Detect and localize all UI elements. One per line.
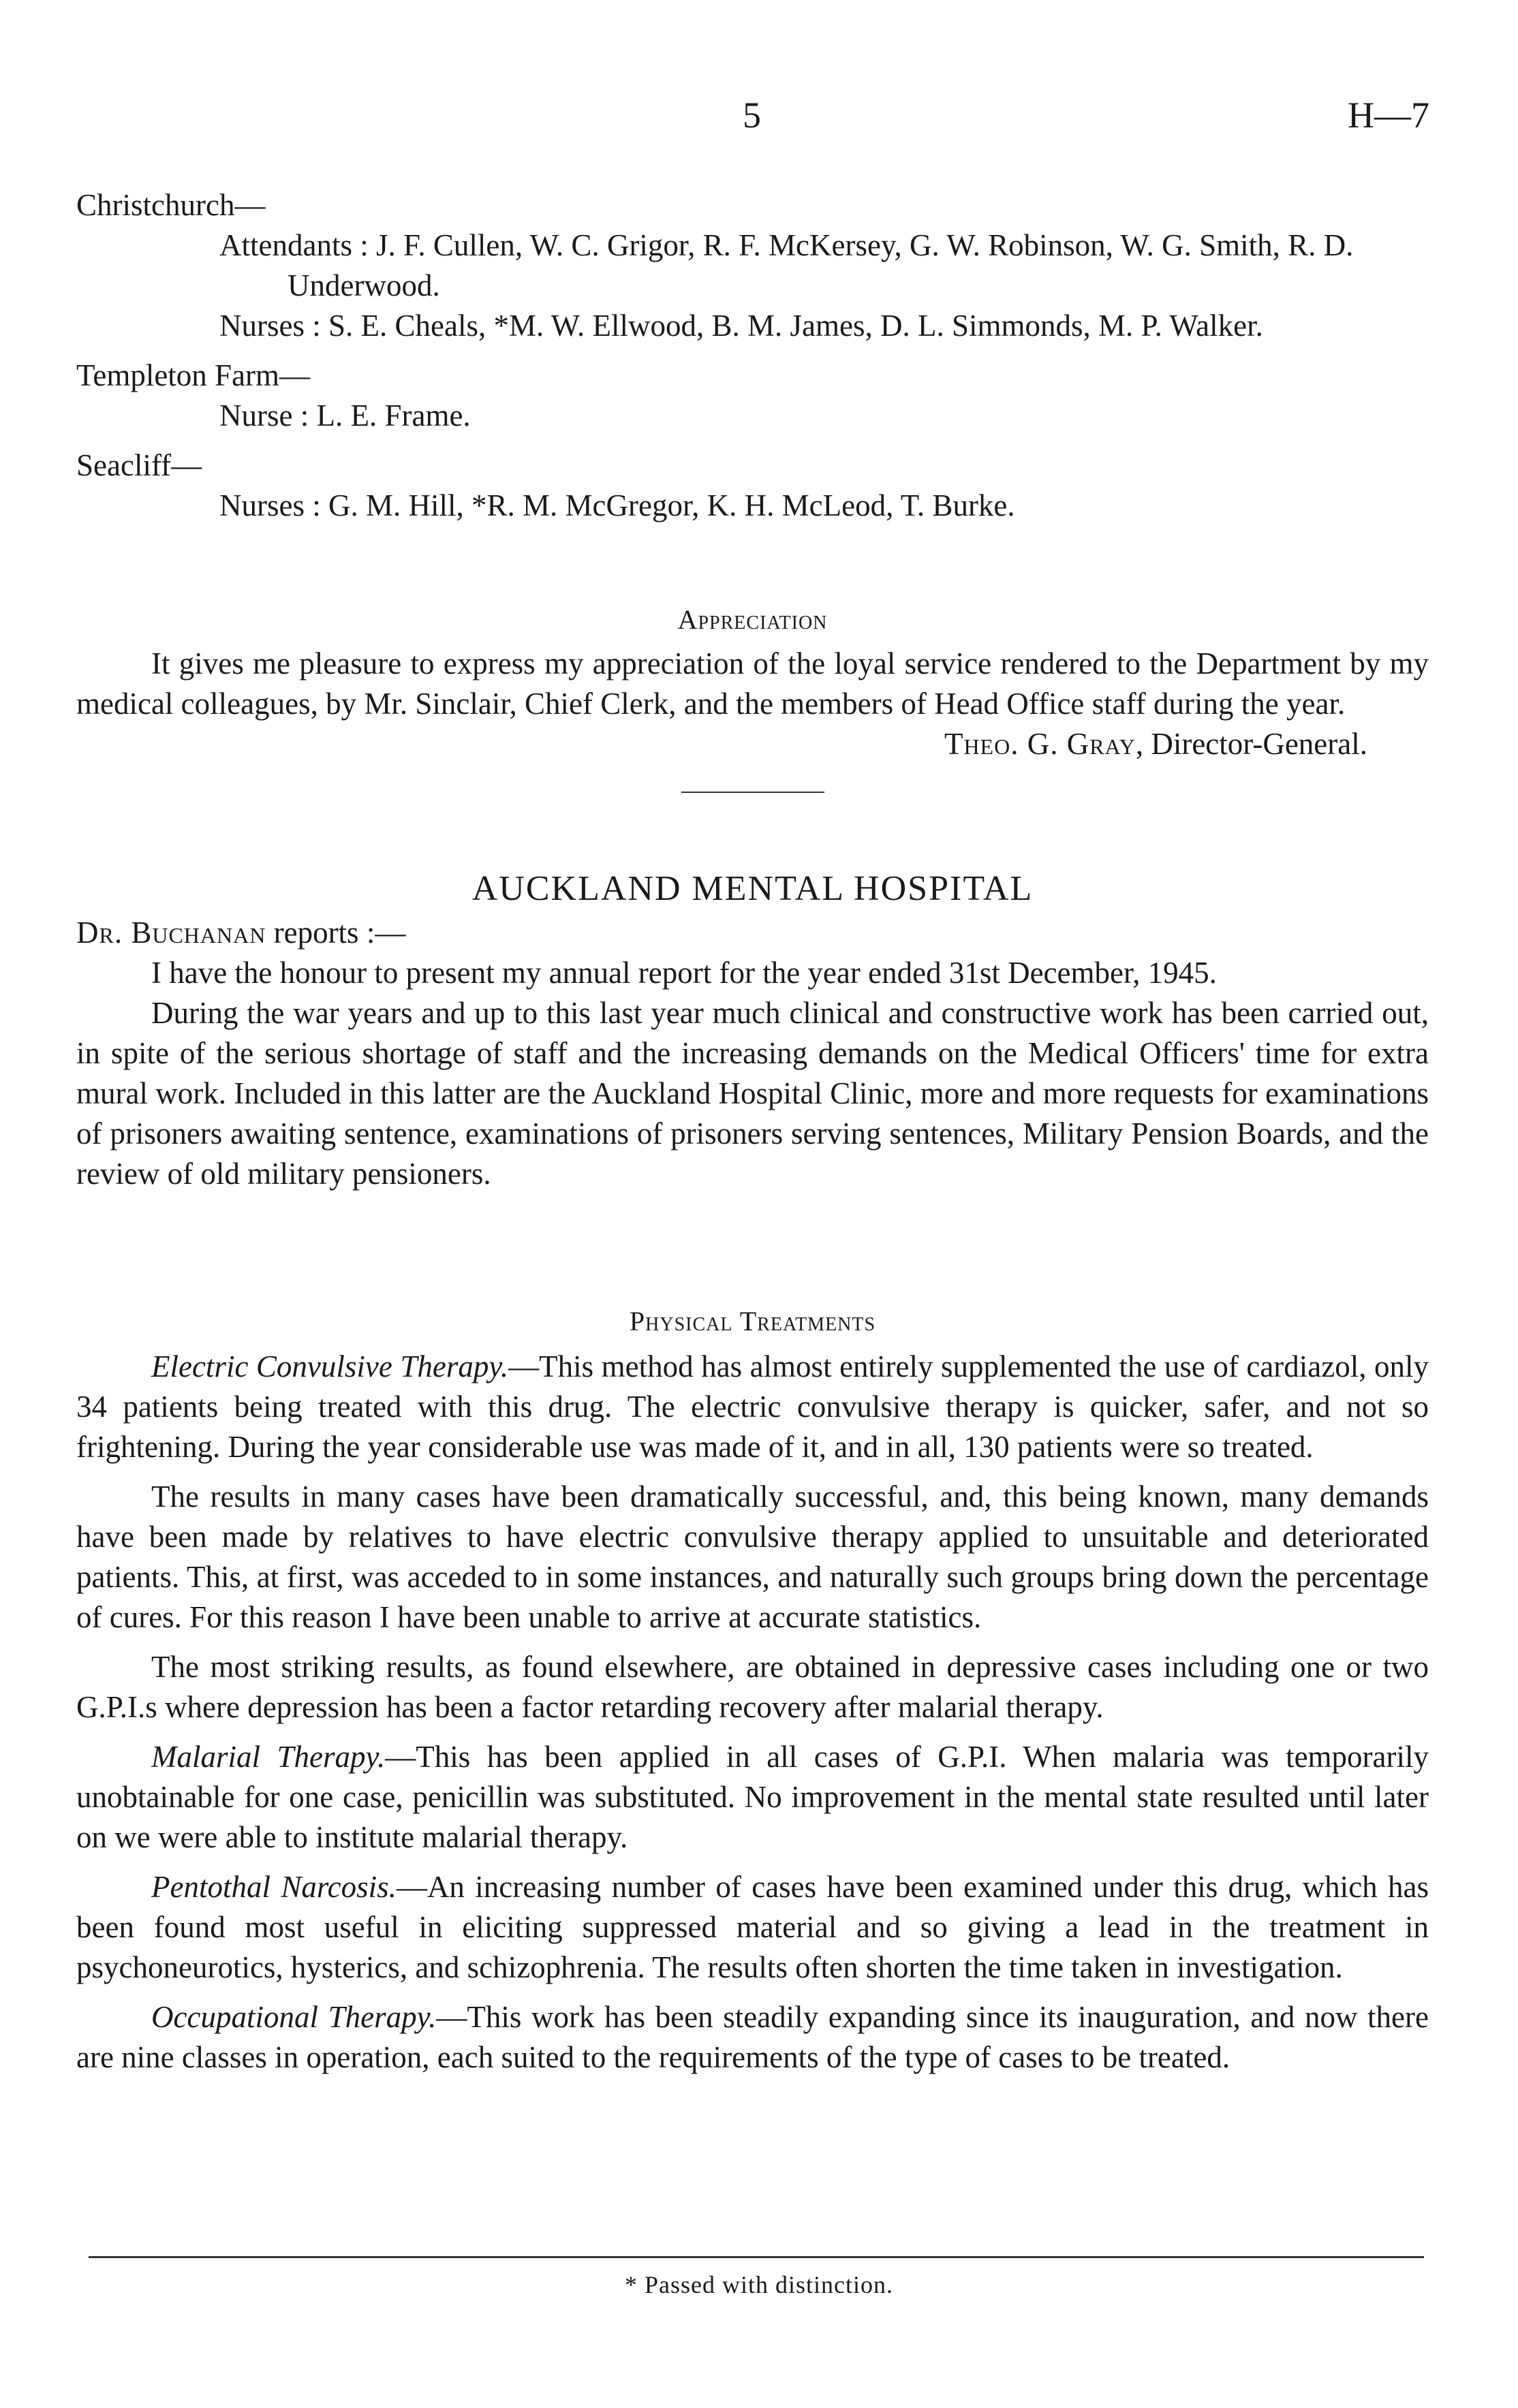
staff-role: Attendants :: [219, 228, 376, 262]
staff-names: S. E. Cheals, *M. W. Ellwood, B. M. James, D. L. Simmonds, M. P. Walker.: [328, 309, 1263, 343]
pentothal-title: Pentothal Narcosis.: [151, 1870, 397, 1904]
staff-region-templeton: [76, 356, 1429, 436]
results-paragraph: The results in many cases have been dramatically successful, and, this being known, many demands have been made by relatives to have electric convulsive therapy applied to unsuitable and deteriorated patients. This, at first, was acceded to in some instances, and naturally such groups bring down the percentage of cures. For this reason I have been unable to arrive at accurate statistics.: [76, 1480, 1429, 1634]
ect-title: Electric Convulsive Therapy.: [151, 1349, 509, 1383]
staff-line-nurses: [76, 306, 1429, 346]
auckland-section: [76, 869, 1429, 1194]
occupational-text: —This work has been steadily expanding since its inauguration, and now there are nine classes in operation, each suited to the requirements of the type of cases to be treated.: [76, 2000, 1429, 2074]
occupational-title: Occupational Therapy.: [151, 2000, 437, 2034]
ect-paragraph: [76, 1347, 1429, 1467]
ect-text: —This method has almost entirely supplemented the use of cardiazol, only 34 patients being treated with this drug. The electric convulsive therapy is quicker, safer, and not so frightening. During the year considerable use was made of it, and in all, 130 patients were so treated.: [76, 1349, 1429, 1464]
staff-region-christchurch: [76, 185, 1429, 346]
signature-title: , Director-General.: [1135, 727, 1367, 761]
report-intro-paragraph: I have the honour to present my annual report for the year ended 31st December, 1945.: [151, 956, 1217, 990]
physical-treatments-heading: Physical Treatments: [629, 1306, 876, 1336]
reporter-line: [76, 913, 1429, 953]
staff-line-attendants: [76, 225, 1429, 306]
page-number: 5: [743, 95, 761, 136]
staff-line-nurse: [76, 396, 1429, 436]
staff-role: Nurses :: [219, 309, 328, 343]
signature: [76, 724, 1429, 764]
malarial-paragraph: [76, 1737, 1429, 1858]
striking-results-paragraph: The most striking results, as found elsewhere, are obtained in depressive cases including one or two G.P.I.s where depression has been a factor retarding recovery after malarial therapy.: [76, 1650, 1429, 1724]
footnote-rule: [89, 2256, 1424, 2258]
malarial-text: —This has been applied in all cases of G.P.I. When malaria was temporarily unobtainable for one case, penicillin was substituted. No improvement in the mental state resulted until later on we were able to institute malarial therapy.: [76, 1740, 1429, 1854]
document-reference: H—7: [1348, 95, 1429, 136]
physical-treatments-section: [76, 1301, 1429, 2078]
staff-role: Nurse :: [219, 398, 317, 433]
war-years-paragraph: During the war years and up to this last year much clinical and constructive work has been carried out, in spite of the serious shortage of staff and the increasing demands on the Medical Officers' time for extra mural work. Included in this latter are the Auckland Hospital Clinic, more and more requests for examinations of prisoners awaiting sentence, examinations of prisoners serving sentences, Military Pension Boards, and the review of old military pensioners.: [76, 996, 1429, 1191]
appreciation-heading: Appreciation: [677, 604, 828, 635]
appreciation-paragraph: It gives me pleasure to express my appreciation of the loyal service rendered to the Department by my medical colleagues, by Mr. Sinclair, Chief Clerk, and the members of Head Office staff during the year.: [76, 646, 1429, 721]
staff-line-nurses: [76, 486, 1429, 526]
appreciation-section: [76, 599, 1429, 793]
reporter-name: Dr. Buchanan: [76, 916, 266, 950]
pentothal-text: —An increasing number of cases have been examined under this drug, which has been found most useful in eliciting suppressed material and so giving a lead in the treatment in psychoneurotics, hysterics, and schizophrenia. The results often shorten the time taken in investigation.: [76, 1870, 1429, 1984]
staff-names: G. M. Hill, *R. M. McGregor, K. H. McLeod, T. Burke.: [328, 488, 1015, 522]
signature-name: Theo. G. Gray: [944, 727, 1136, 761]
region-name: Christchurch—: [76, 188, 266, 222]
region-name: Templeton Farm—: [76, 358, 311, 392]
staff-list: [76, 185, 1429, 526]
section-divider: [681, 792, 824, 793]
staff-names: J. F. Cullen, W. C. Grigor, R. F. McKersey, G. W. Robinson, W. G. Smith, R. D. Underwood.: [288, 228, 1354, 302]
malarial-title: Malarial Therapy.: [151, 1740, 386, 1774]
staff-region-seacliff: [76, 445, 1429, 526]
occupational-paragraph: [76, 1997, 1429, 2078]
staff-names: L. E. Frame.: [316, 398, 471, 433]
reports-label: reports :—: [266, 916, 406, 950]
footnote: * Passed with distinction.: [625, 2271, 893, 2298]
region-name: Seacliff—: [76, 448, 202, 482]
section-title: AUCKLAND MENTAL HOSPITAL: [471, 869, 1034, 908]
staff-role: Nurses :: [219, 488, 328, 522]
pentothal-paragraph: [76, 1867, 1429, 1988]
